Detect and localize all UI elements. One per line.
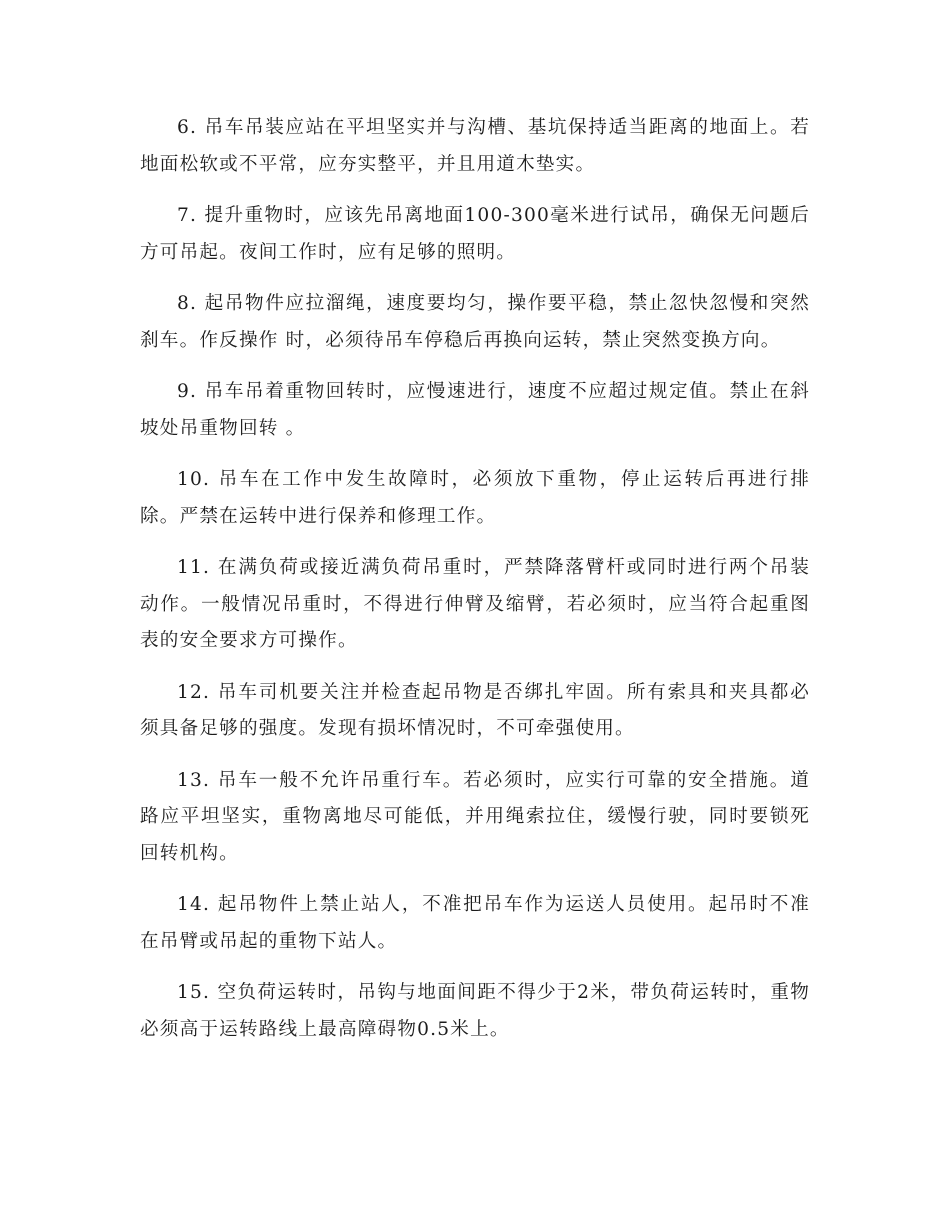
paragraph-item-8: 8. 起吊物件应拉溜绳，速度要均匀，操作要平稳，禁止忽快忽慢和突然刹车。作反操作 时，必须待吊车停稳后再换向运转，禁止突然变换方向。 [140,293,810,351]
paragraph-item-13: 13. 吊车一般不允许吊重行车。若必须时，应实行可靠的安全措施。道路应平坦坚实，重物离地尽可能低，并用绳索拉住，缓慢行驶，同时要锁死回转机构。 [140,769,810,864]
paragraph-item-6: 6. 吊车吊装应站在平坦坚实并与沟槽、基坑保持适当距离的地面上。若地面松软或不平常，应夯实整平，并且用道木垫实。 [140,117,810,175]
paragraph-item-11: 11. 在满负荷或接近满负荷吊重时，严禁降落臂杆或同时进行两个吊装动作。一般情况吊重时，不得进行伸臂及缩臂，若必须时，应当符合起重图表的安全要求方可操作。 [140,557,810,651]
paragraph-item-9: 9. 吊车吊着重物回转时，应慢速进行，速度不应超过规定值。禁止在斜坡处吊重物回转 。 [140,381,810,439]
paragraph-item-14: 14. 起吊物件上禁止站人，不准把吊车作为运送人员使用。起吊时不准在吊臂或吊起的重物下站人。 [140,894,810,952]
paragraph-item-15: 15. 空负荷运转时，吊钩与地面间距不得少于2米，带负荷运转时，重物必须高于运转路线上最高障碍物0.5米上。 [140,982,810,1040]
paragraph-item-12: 12. 吊车司机要关注并检查起吊物是否绑扎牢固。所有索具和夹具都必须具备足够的强度。发现有损坏情况时，不可牵强使用。 [140,681,810,739]
document-body [140,110,810,1063]
paragraph-item-10: 10. 吊车在工作中发生故障时，必须放下重物，停止运转后再进行排除。严禁在运转中进行保养和修理工作。 [140,469,810,527]
paragraph-item-7: 7. 提升重物时，应该先吊离地面100-300毫米进行试吊，确保无问题后方可吊起。夜间工作时，应有足够的照明。 [140,205,810,263]
